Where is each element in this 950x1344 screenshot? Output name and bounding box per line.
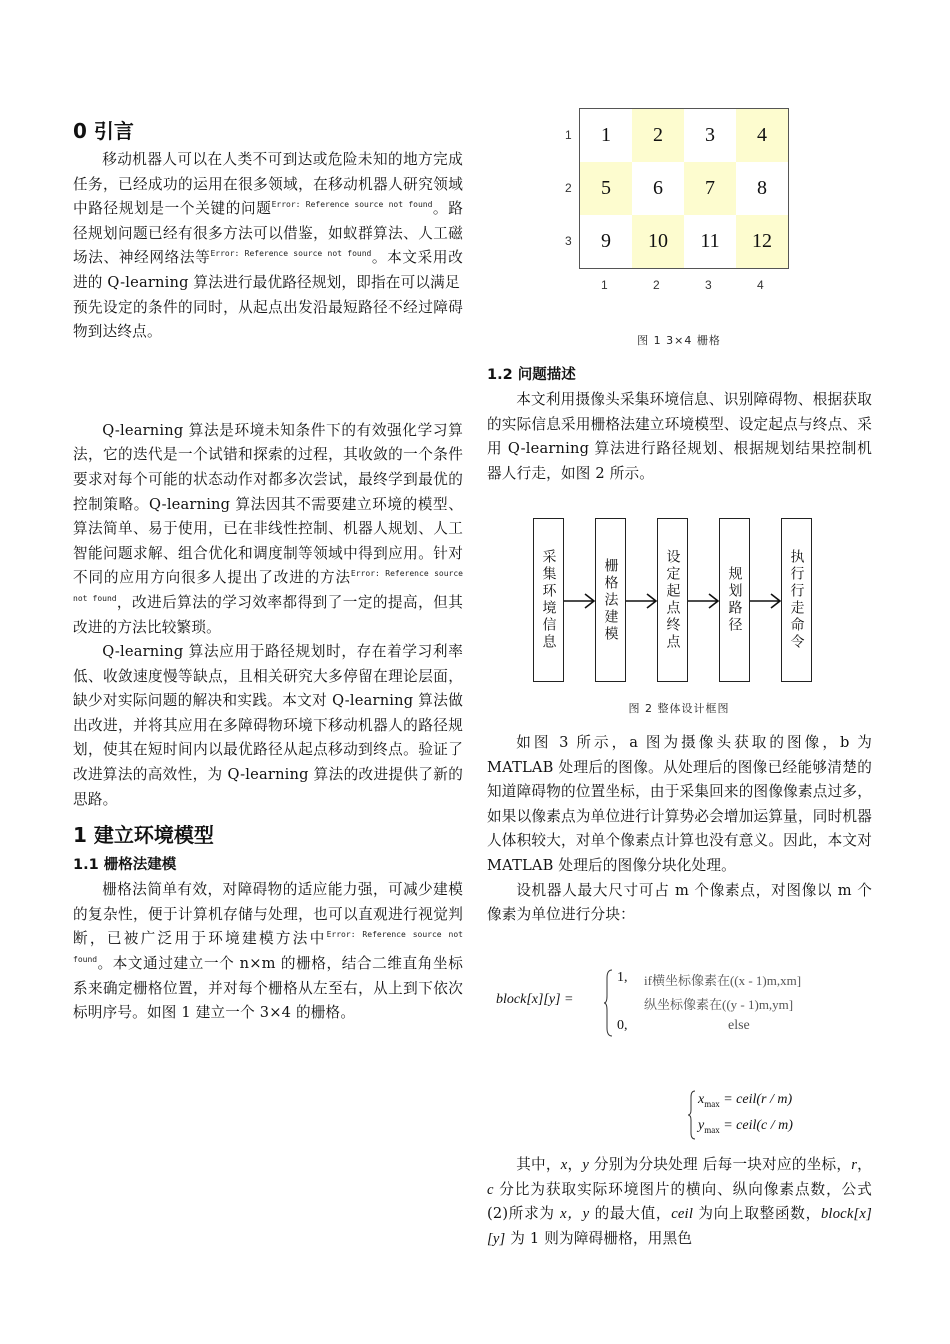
eq2-line-2: $y_{max}$ = ceil(c / m) <box>698 1118 793 1135</box>
x-tick-label: 2 <box>653 278 660 292</box>
flow-arrows <box>533 518 833 684</box>
grid-cell: 1 <box>601 124 611 146</box>
section-1-heading: 1 建立环境模型 <box>73 823 214 848</box>
flow-box: 设定起点终点 <box>657 518 688 682</box>
eq2-line-1: $x_{max}$ = ceil(r / m) <box>698 1092 793 1109</box>
x-tick-label: 4 <box>757 278 764 292</box>
eq1-case1-condition-2: 纵坐标像素在((y - 1)m,ym] <box>644 997 794 1012</box>
grid-cell: 4 <box>736 109 789 163</box>
reference-error[interactable]: Error: Reference source not found <box>271 200 433 210</box>
figure-3-paragraph: 如图 3 所示，a 图为摄像头获取的图像，b 为 MATLAB 处理后的图像。从处理后的图像已经能够清楚的知道障碍物的位置坐标，由于采集回来的图像像素点过多，如果以像素点为单位进行计算势必会增加运算量，同时机器人体积较大，对单个像素点计算也没有意义。因此，本文对 MATLAB 处理后的图像分块化处理。 <box>487 734 872 874</box>
intro-paragraph-3: Q-learning 算法应用于路径规划时，存在着学习利率低、收敛速度慢等缺点，且相关研究大多停留在理论层面，缺少对实际问题的解决和实践。本文对 Q-learning 算法做出改进，并将其应用在多障碍物环境下移动机器人的路径规划，使其在短时间内以最优路径从起点移动到终点。验证了改进算法的高效性，为 Q-learning 算法的改进提供了新的思路。 <box>73 643 463 808</box>
left-column <box>73 118 463 1026</box>
grid-cell: 8 <box>757 177 767 199</box>
flow-box: 执行行走命令 <box>781 518 812 682</box>
eq1-case1-condition: if横坐标像素在((x - 1)m,xm] <box>644 973 802 988</box>
grid-cell: 6 <box>653 177 663 199</box>
arrow-icon <box>688 594 718 608</box>
grid-cell: 10 <box>632 215 684 269</box>
x-tick-label: 1 <box>601 278 608 292</box>
intro-paragraph-1-cont: 预先设定的条件的同时，从起点出发沿最短路径不经过障碍物到达终点。 <box>73 298 463 341</box>
eq1-case1-value: 1, <box>617 970 628 985</box>
block-paragraph: 设机器人最大尺寸可占 m 个像素点，对图像以 m 个像素为单位进行分块： <box>487 881 872 924</box>
figure-1-caption: 图 1 3×4 栅格 <box>637 334 721 347</box>
grid-3x4 <box>579 108 789 269</box>
x-tick-label: 3 <box>705 278 712 292</box>
eq1-case2-value: 0, <box>617 1018 628 1033</box>
arrow-icon <box>626 594 656 608</box>
grid-cell: 12 <box>736 215 789 269</box>
reference-error[interactable]: Error: Reference source not found <box>73 569 463 603</box>
grid-cell: 2 <box>632 109 684 163</box>
flow-box: 采集环境信息 <box>533 518 564 682</box>
grid-cell: 11 <box>700 230 720 252</box>
figure-1 <box>556 108 796 308</box>
section-1-1-heading: 1.1 栅格法建模 <box>73 857 177 874</box>
flow-box: 栅格法建模 <box>595 518 626 682</box>
equation-2 <box>688 1088 868 1142</box>
brace-icon <box>688 1090 696 1140</box>
y-tick-label: 1 <box>565 128 572 142</box>
y-tick-label: 3 <box>565 234 572 248</box>
section-1-2-paragraph: 本文利用摄像头采集环境信息、识别障碍物、根据获取的实际信息采用栅格法建立环境模型、设定起点与终点、采用 Q-learning 算法进行路径规划、根据规划结果控制机器人行走，如图 2 所示。 <box>487 391 872 482</box>
arrow-icon <box>564 594 594 608</box>
reference-error[interactable]: Error: Reference source not found <box>73 930 463 965</box>
arrow-icon <box>750 594 780 608</box>
reference-error[interactable]: Error: Reference source not found <box>210 249 372 259</box>
grid-cell: 3 <box>705 124 715 146</box>
intro-paragraph-1: 移动机器人可以在人类不可到达或危险未知的地方完成任务，已经成功的运用在很多领域，在移动机器人研究领域中路径规划是一个关键的问题$^{Error: Reference source not found}$。路径规划问题已经有很多方法可以借鉴，如蚁群算法、人工磁场法、神经网络法等$^{Error: Reference source not found}$。本文采用改进的 Q-learning 算法进行最优路径规划，即指在可以满足 <box>73 151 464 291</box>
variables-paragraph: 其中，x，y 分别为分块处理 后每一块对应的坐标，r，c 分比为获取实际环境图片的横向、纵向像素点数，公式(2)所求为 x，y 的最大值，ceil 为向上取整函数，block[x][y] 为 1 则为障碍栅格，用黑色 <box>487 1156 872 1247</box>
intro-heading: 0 引言 <box>73 119 134 143</box>
y-tick-label: 2 <box>565 181 572 195</box>
figure-2 <box>533 518 833 684</box>
right-column <box>487 364 872 486</box>
grid-cell: 7 <box>684 162 736 215</box>
grid-cell: 9 <box>601 230 611 252</box>
equation-1 <box>496 966 876 1040</box>
grid-cell: 5 <box>580 162 633 215</box>
brace-icon <box>604 968 614 1038</box>
eq1-lhs: block[x][y] = <box>496 992 574 1007</box>
right-column-body <box>487 731 872 928</box>
section-1-2-heading: 1.2 问题描述 <box>487 367 576 383</box>
section-1-1-paragraph: 栅格法简单有效，对障碍物的适应能力强，可减少建模的复杂性，便于计算机存储与处理，也可以直观进行视觉判断，已被广泛用于环境建模方法中$^{Error: Reference source not found}$。本文通过建立一个 n×m 的栅格，结合二维直角坐标系来确定栅格位置，并对每个栅格从左至右，从上到下依次标明序号。如图 1 建立一个 3×4 的栅格。 <box>73 881 463 1022</box>
figure-2-caption: 图 2 整体设计框图 <box>628 702 730 715</box>
flow-box: 规划路径 <box>719 518 750 682</box>
intro-paragraph-2: Q-learning 算法是环境未知条件下的有效强化学习算法，它的迭代是一个试错和探索的过程，其收敛的一个条件要求对每个可能的状态动作对都多次尝试，最终学到最优的控制策略。Q-learning 算法因其不需要建立环境的模型、算法简单、易于使用，已在非线性控制、机器人规划、人工智能问题求解、组合优化和调度制等领域中得到应用。针对不同的应用方向很多人提出了改进的方法$^{Error: Reference source not found}$，改进后算法的学习效率都得到了一定的提高，但其改进的方法比较繁琐。 <box>73 421 463 636</box>
eq1-case2-condition: else <box>728 1018 750 1033</box>
right-column-end <box>487 1153 872 1251</box>
